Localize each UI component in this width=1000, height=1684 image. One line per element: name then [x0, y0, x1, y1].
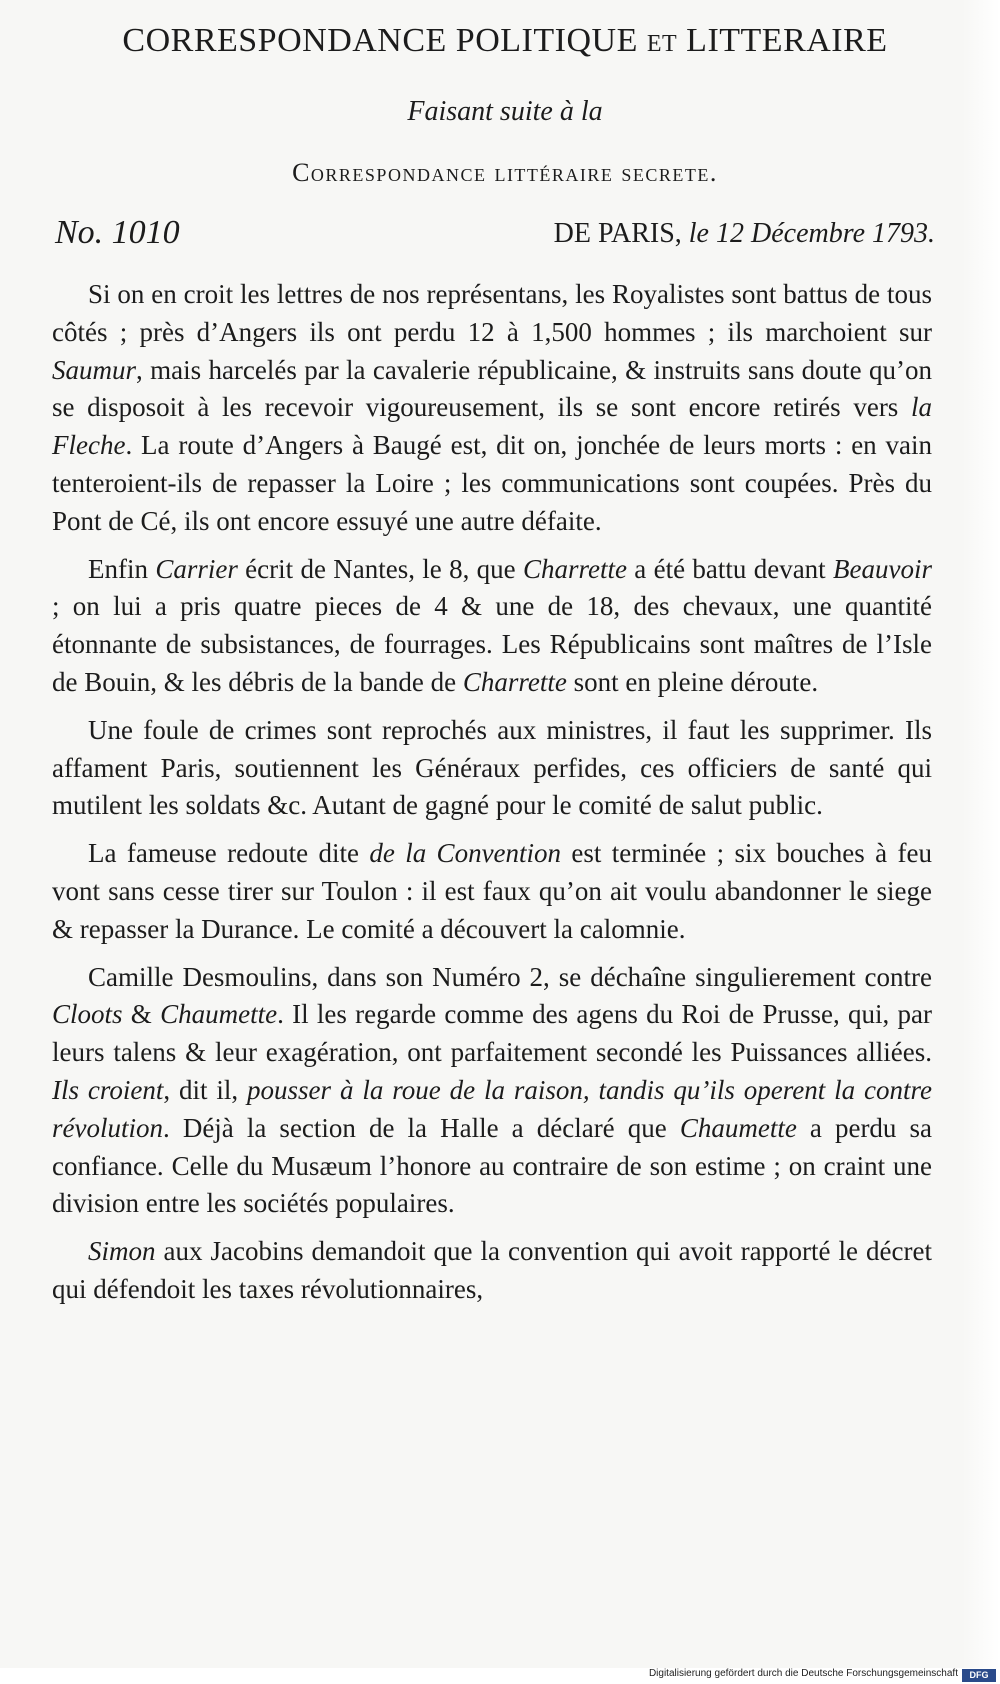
- text-run: , dit il,: [163, 1074, 248, 1105]
- text-run: aux Jacobins demandoit que la convention qui avoit rapporté le décret qui défendoit les taxes révolutionnaires,: [52, 1236, 932, 1304]
- text-run: a été battu devant: [626, 553, 833, 584]
- dateline: [55, 214, 935, 258]
- dfg-logo: DFG: [962, 1669, 996, 1682]
- text-run: Camille Desmoulins, dans son Numéro 2, se déchaîne singulierement contre: [88, 961, 932, 992]
- journal-subtitle: Faisant suite à la: [407, 96, 603, 127]
- italic-text: Charrette: [462, 666, 567, 697]
- place: DE PARIS,: [553, 218, 682, 249]
- page-edge: [962, 0, 1000, 1668]
- text-run: ; on lui a pris quatre pieces de 4 & une de 18, des chevaux, une quantité étonnante de subsistances, de fourrages. Les Républicains sont maîtres de l’Isle de Bouin, & les débris de la bande de: [52, 591, 932, 697]
- paragraph: [52, 276, 932, 541]
- italic-text: la Fleche: [52, 392, 932, 461]
- text-run: . Déjà la section de la Halle a déclaré que: [162, 1112, 680, 1143]
- text-run: est terminée ; six bouches à feu vont sans cesse tirer sur Toulon : il est faux qu’on ait voulu abandonner le siege & repasser la Durance. Le comité a découvert la calomnie.: [52, 838, 932, 944]
- italic-text: Carrier: [155, 553, 238, 584]
- paragraph: [52, 959, 932, 1224]
- date: le 12 Décembre 1793.: [688, 218, 935, 249]
- paragraph: [52, 835, 932, 948]
- journal-title-et: ET: [646, 31, 678, 57]
- text-run: Si on en croit les lettres de nos représentans, les Royalistes sont battus de tous côtés ; près d’Angers ils ont perdu 12 à 1,500 hommes ; ils marchoient sur: [52, 279, 932, 347]
- italic-text: Chaumette: [160, 999, 278, 1030]
- text-run: La fameuse redoute dite: [88, 838, 370, 869]
- text-run: Une foule de crimes sont reprochés aux ministres, il faut les supprimer. Ils affament Paris, soutiennent les Généraux perfides, ces officiers de santé qui mutilent les soldats &c. Autant de gagné pour le comité de salut public.: [52, 714, 932, 821]
- text-run: sont en pleine déroute.: [566, 666, 819, 697]
- paragraph: [52, 712, 932, 825]
- italic-text: de la Convention: [369, 838, 562, 869]
- journal-secret-title: Correspondance littéraire secrete.: [292, 158, 718, 187]
- italic-text: Saumur: [52, 354, 137, 385]
- text-run: , mais harcelés par la cavalerie républicaine, & instruits sans doute qu’on se disposoit à les recevoir vigoureusement, ils se sont encore retirés vers: [52, 354, 932, 423]
- article-body: [52, 276, 932, 1319]
- italic-text: Simon: [88, 1236, 156, 1267]
- issue-number: No. 1010: [55, 214, 180, 251]
- italic-text: Cloots: [52, 999, 123, 1030]
- italic-text: pousser à la roue de la raison, tandis qu’ils operent la contre révolution: [52, 1074, 932, 1143]
- paragraph: [52, 1233, 932, 1309]
- italic-text: Chaumette: [679, 1112, 797, 1143]
- text-run: a perdu sa confiance. Celle du Musæum l’honore au contraire de son estime ; on craint une division entre les sociétés populaires.: [52, 1112, 933, 1219]
- journal-title-end: LITTERAIRE: [686, 22, 888, 59]
- paragraph: [52, 551, 932, 702]
- digitization-credit: Digitalisierung gefördert durch die Deutsche Forschungsgemeinschaft: [648, 1668, 958, 1679]
- text-run: . Il les regarde comme des agens du Roi de Prusse, qui, par leurs talens & leur exagération, ont parfaitement secondé les Puissances alliées.: [52, 999, 932, 1068]
- italic-text: Ils croient: [52, 1074, 164, 1105]
- text-run: . La route d’Angers à Baugé est, dit on, jonchée de leurs morts : en vain tenteroient-ils de repasser la Loire ; les communications sont coupées. Près du Pont de Cé, ils ont encore essuyé une autre défaite.: [52, 430, 932, 536]
- text-run: Enfin: [88, 553, 156, 584]
- italic-text: Charrette: [522, 553, 627, 584]
- text-run: &: [122, 999, 161, 1030]
- text-run: écrit de Nantes, le 8, que: [237, 553, 523, 584]
- journal-title-main: CORRESPONDANCE POLITIQUE: [122, 22, 638, 59]
- italic-text: Beauvoir: [833, 553, 932, 584]
- journal-title: [60, 22, 950, 60]
- place-date: [554, 218, 935, 250]
- footer: [0, 1668, 1000, 1684]
